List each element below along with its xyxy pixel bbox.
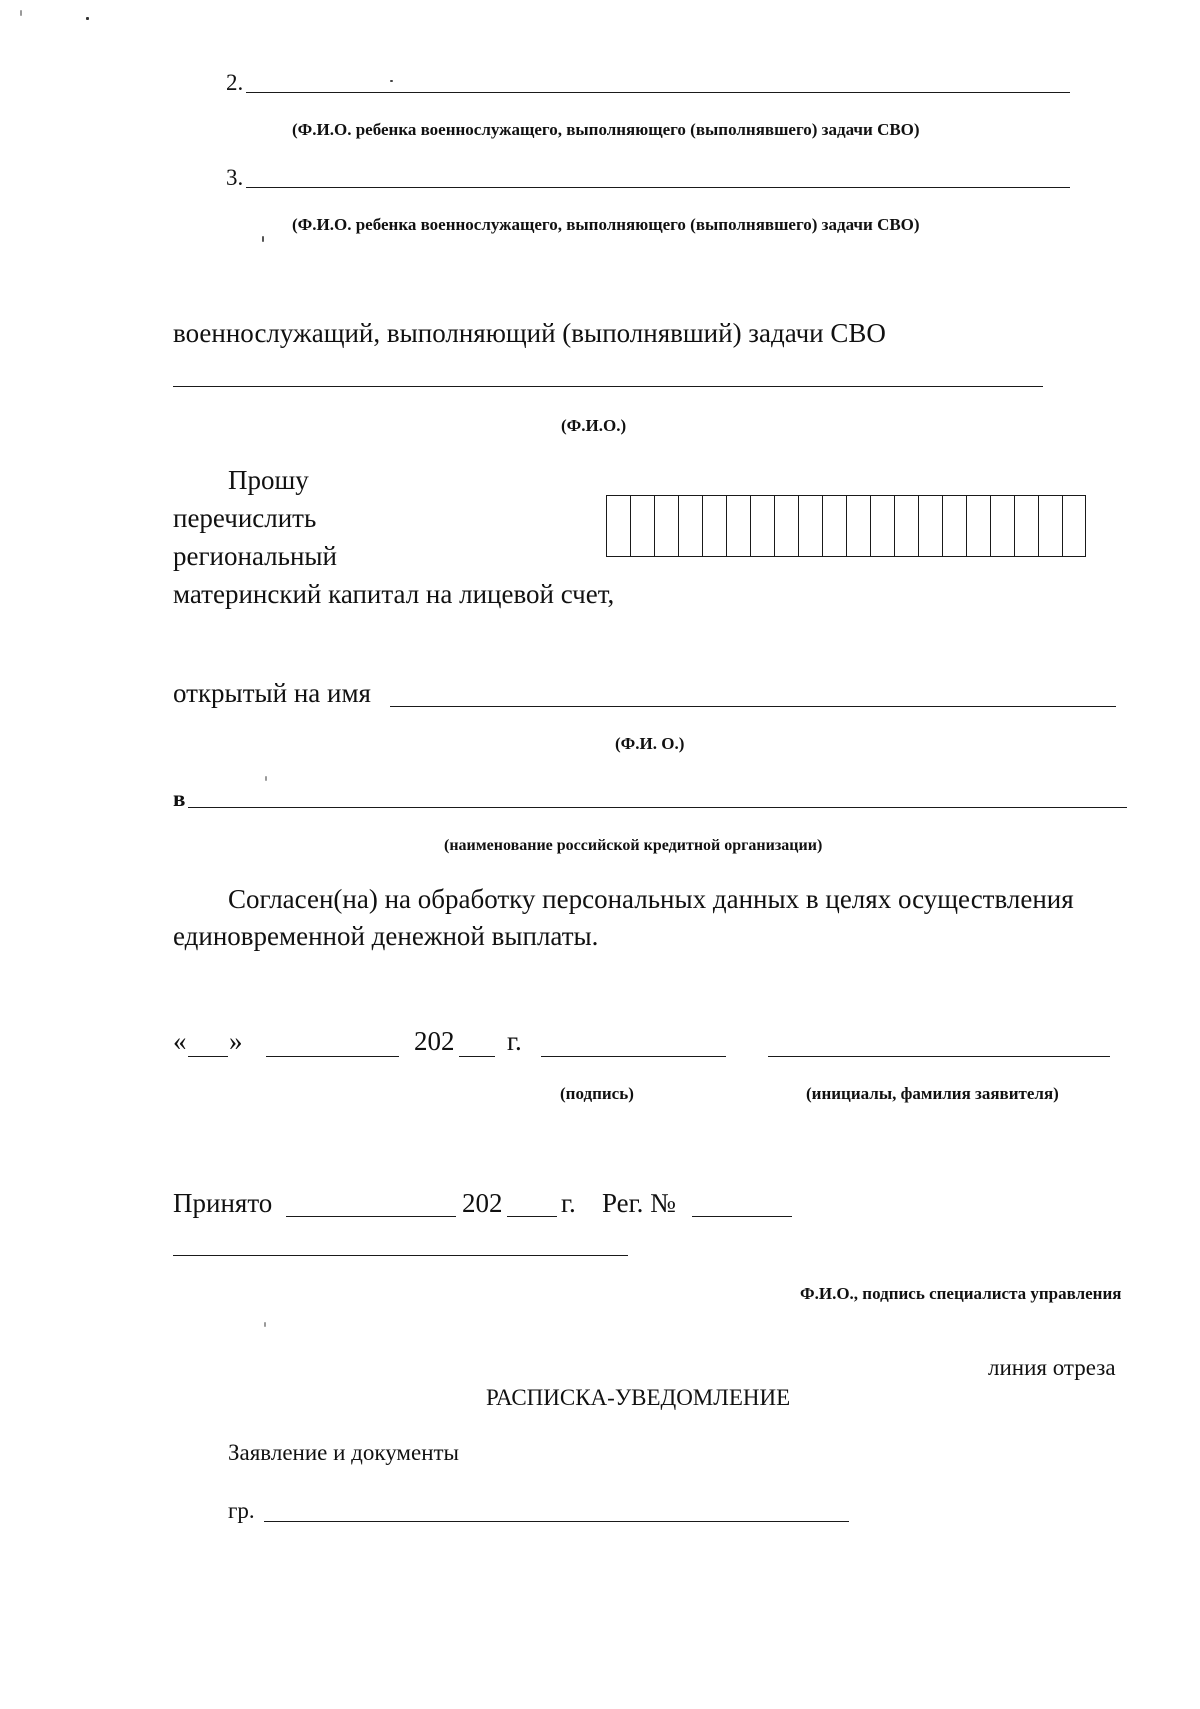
serviceman-heading: военнослужащий, выполняющий (выполнявший) задачи СВО (173, 318, 886, 348)
account-number-grid[interactable] (606, 495, 1086, 557)
bank-caption: (наименование российской кредитной организации) (444, 837, 823, 854)
account-digit-cell[interactable] (895, 496, 919, 556)
cut-line-label: линия отреза (988, 1355, 1116, 1380)
request-line-3: региональный (173, 541, 338, 571)
specialist-field[interactable] (173, 1255, 628, 1256)
account-holder-label: открытый на имя (173, 678, 371, 708)
account-digit-cell[interactable] (655, 496, 679, 556)
scan-speck (390, 80, 393, 82)
account-digit-cell[interactable] (727, 496, 751, 556)
account-digit-cell[interactable] (943, 496, 967, 556)
serviceman-caption: (Ф.И.О.) (561, 416, 627, 435)
account-holder-field[interactable] (390, 706, 1116, 707)
item-3-number: 3. (226, 165, 244, 190)
item-2-field[interactable] (246, 92, 1070, 93)
receipt-docs-label: Заявление и документы (228, 1440, 460, 1465)
scan-speck (20, 10, 22, 16)
account-digit-cell[interactable] (703, 496, 727, 556)
receipt-citizen-label: гр. (228, 1498, 255, 1523)
accepted-year-suffix: г. (561, 1188, 576, 1218)
date-close-quote: » (229, 1026, 243, 1056)
account-digit-cell[interactable] (1015, 496, 1039, 556)
specialist-caption: Ф.И.О., подпись специалиста управления (800, 1284, 1122, 1303)
request-line-4: материнский капитал на лицевой счет, (173, 579, 615, 609)
accepted-date-field[interactable] (286, 1216, 456, 1217)
consent-line-2: единовременной денежной выплаты. (173, 921, 599, 951)
account-digit-cell[interactable] (823, 496, 847, 556)
account-holder-caption: (Ф.И. О.) (615, 734, 685, 753)
date-month-field[interactable] (266, 1056, 399, 1057)
account-digit-cell[interactable] (775, 496, 799, 556)
reg-number-label: Рег. № (602, 1188, 676, 1218)
bank-field[interactable] (188, 807, 1127, 808)
scan-speck (86, 17, 89, 20)
scan-speck (264, 1322, 266, 1327)
item-3-caption: (Ф.И.О. ребенка военнослужащего, выполняющего (выполнявшего) задачи СВО) (292, 215, 920, 234)
item-2-number: 2. (226, 70, 244, 95)
date-year-suffix: г. (507, 1026, 522, 1056)
date-day-field[interactable] (188, 1056, 228, 1057)
account-digit-cell[interactable] (967, 496, 991, 556)
account-digit-cell[interactable] (799, 496, 823, 556)
accepted-year-field[interactable] (507, 1216, 557, 1217)
signature-field[interactable] (541, 1056, 726, 1057)
applicant-name-field[interactable] (768, 1056, 1110, 1057)
item-2-caption: (Ф.И.О. ребенка военнослужащего, выполняющего (выполнявшего) задачи СВО) (292, 120, 920, 139)
consent-line-1: Согласен(на) на обработку персональных данных в целях осуществления (228, 884, 1074, 914)
account-digit-cell[interactable] (679, 496, 703, 556)
account-digit-cell[interactable] (847, 496, 871, 556)
receipt-citizen-field[interactable] (264, 1521, 849, 1522)
account-digit-cell[interactable] (871, 496, 895, 556)
account-digit-cell[interactable] (631, 496, 655, 556)
account-digit-cell[interactable] (919, 496, 943, 556)
account-digit-cell[interactable] (1063, 496, 1085, 556)
date-year-prefix: 202 (414, 1026, 455, 1056)
scan-speck (265, 776, 267, 781)
item-3-field[interactable] (246, 187, 1070, 188)
account-digit-cell[interactable] (1039, 496, 1063, 556)
scan-speck (262, 236, 264, 242)
date-open-quote: « (173, 1026, 187, 1056)
account-digit-cell[interactable] (751, 496, 775, 556)
bank-label: в (173, 786, 186, 811)
reg-number-field[interactable] (692, 1216, 792, 1217)
accepted-year-prefix: 202 (462, 1188, 503, 1218)
account-digit-cell[interactable] (607, 496, 631, 556)
account-digit-cell[interactable] (991, 496, 1015, 556)
request-line-2: перечислить (173, 503, 317, 533)
date-year-field[interactable] (459, 1056, 495, 1057)
receipt-title: РАСПИСКА-УВЕДОМЛЕНИЕ (486, 1385, 791, 1410)
accepted-label: Принято (173, 1188, 273, 1218)
applicant-name-caption: (инициалы, фамилия заявителя) (806, 1084, 1059, 1103)
signature-caption: (подпись) (560, 1084, 634, 1103)
serviceman-name-field[interactable] (173, 386, 1043, 387)
request-line-1: Прошу (228, 465, 309, 495)
